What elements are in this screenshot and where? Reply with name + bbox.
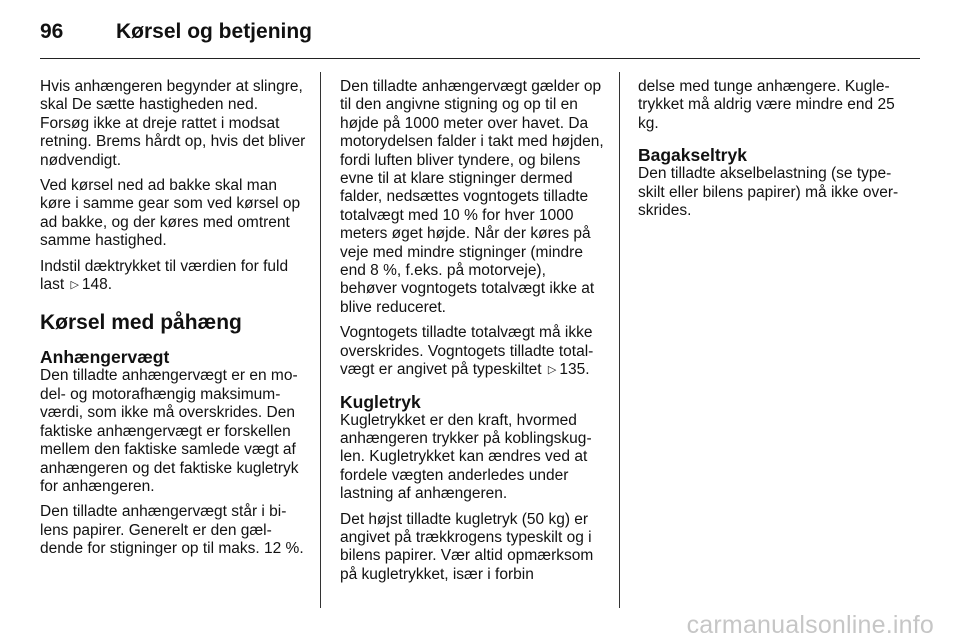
page-title: Kørsel og betjening xyxy=(116,20,313,43)
page-reference-link[interactable]: 148. xyxy=(81,276,113,294)
subsection-heading: Anhængervægt xyxy=(40,347,170,368)
paragraph: Den tilladte anhængervægt er en model- og motorafhængig maksimumværdi, som ikke må overskrides. Den faktiske anhængervægt er forskellen mellem den faktiske samlede vægt af anhængeren og det faktiske kugletryk for anhængeren. xyxy=(40,367,299,495)
page-number: 96 xyxy=(40,20,64,43)
page-header xyxy=(40,18,920,59)
paragraph: delse med tunge anhængere. Kugletrykket må aldrig være mindre end 25 kg. xyxy=(638,78,895,132)
paragraph: Kugletrykket er den kraft, hvormed anhængeren trykker på koblingskuglen. Kugletrykket kan ændres ved at fordele vægten anderledes under lastning af anhængeren. xyxy=(340,411,592,503)
paragraph: Den tilladte anhængervægt gælder op til den angivne stigning og op til en højde på 1000 meter over havet. Da motorydelsen falder i takt med højden, fordi luften bliver tyndere, og bilens evne til at klare stigninger dermed falder, nedsættes vogntogets tilladte totalvægt med 10 % for hver 1000 meters øget højde. Når der køres på veje med mindre stigninger (mindre end 8 %, f.eks. på motorveje), behøver vogntogets totalvægt ikke at blive reduceret. xyxy=(340,78,604,316)
paragraph: Det højst tilladte kugletryk (50 kg) er angivet på trækkrogens typeskilt og i bilens papirer. Vær altid opmærksom på kugletrykket, især i forbin xyxy=(340,510,594,583)
column-divider-left xyxy=(320,72,321,608)
page-reference-link[interactable]: 135. xyxy=(559,361,590,379)
paragraph: Ved kørsel ned ad bakke skal man køre i samme gear som ved kørsel op ad bakke, og der køres med omtrent samme hastighed. xyxy=(40,177,301,250)
paragraph-with-reference xyxy=(340,324,606,379)
paragraph: Hvis anhængeren begynder at slingre, skal De sætte hastigheden ned. Forsøg ikke at dreje rattet i modsat retning. Brems hårdt op, hvis det bliver nødvendigt. xyxy=(40,78,306,169)
paragraph-with-reference xyxy=(40,258,306,295)
page-reference-arrow-icon[interactable]: ▷ xyxy=(70,279,79,292)
column-divider-right xyxy=(619,72,620,608)
text-column-2 xyxy=(340,78,606,591)
watermark: carmanualsonline.info xyxy=(686,611,934,639)
subsection-heading: Bagakseltryk xyxy=(638,145,747,166)
text-column-3 xyxy=(638,78,904,227)
paragraph-text: Indstil dæktrykket til værdien for fuld last xyxy=(40,257,289,294)
subsection-heading: Kugletryk xyxy=(340,391,421,412)
paragraph: Den tilladte anhængervægt står i bilens papirer. Generelt er den gældende for stigninger op til maks. 12 %. xyxy=(40,503,304,558)
paragraph-text: Vogntogets tilladte totalvægt må ikke overskrides. Vogntogets tilladte totalvægt er angivet på typeskiltet xyxy=(340,324,594,379)
text-column-1 xyxy=(40,78,306,566)
paragraph: Den tilladte akselbelastning (se typeskilt eller bilens papirer) må ikke overskrides. xyxy=(638,165,899,220)
page-reference-arrow-icon[interactable]: ▷ xyxy=(547,364,557,377)
section-heading: Kørsel med påhæng xyxy=(40,311,242,335)
